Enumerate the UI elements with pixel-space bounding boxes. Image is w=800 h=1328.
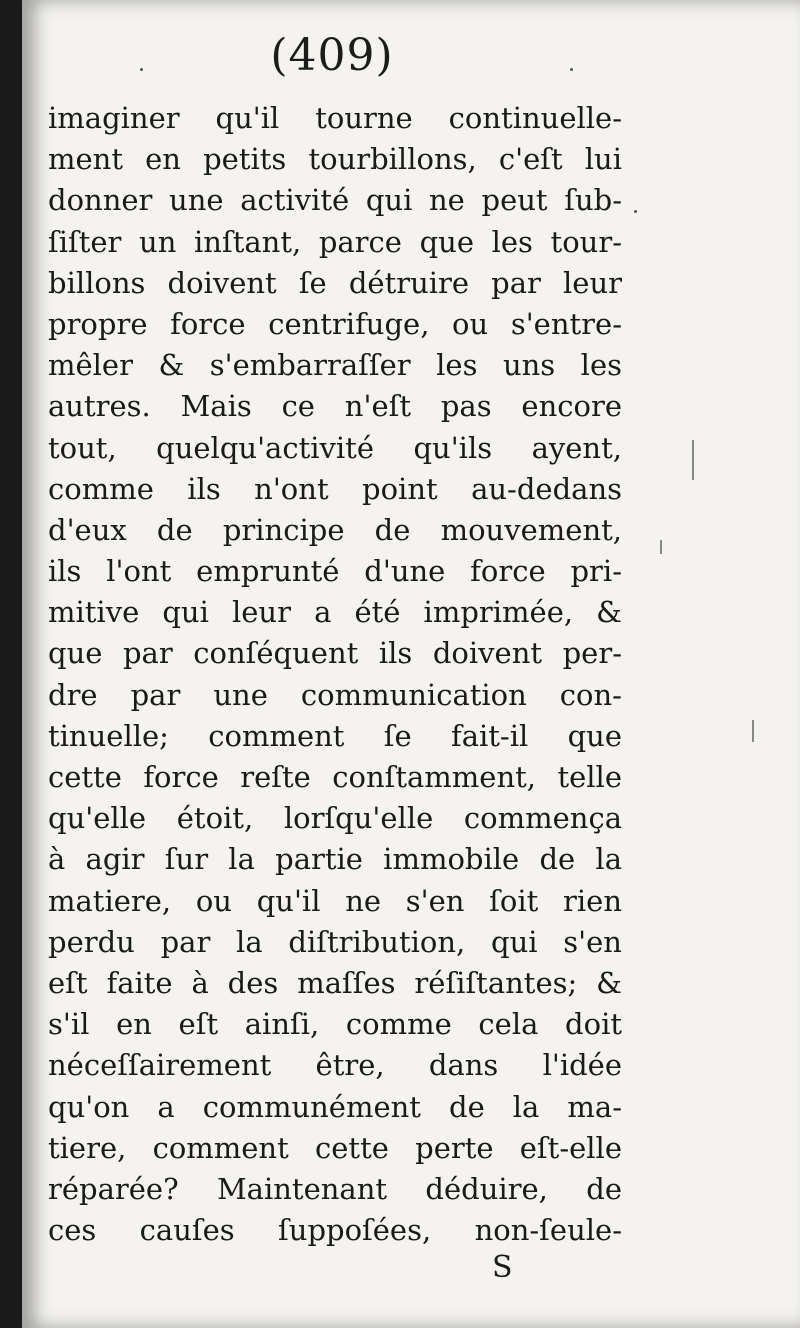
text-line: propre force centrifuge, ou s'entre- [48, 306, 622, 341]
text-line: matiere, ou qu'il ne s'en ſoit rien [48, 883, 622, 918]
text-line: dre par une communication con- [48, 677, 622, 712]
text-line: comme ils n'ont point au-dedans [48, 471, 622, 506]
text-line: qu'on a communément de la ma- [48, 1089, 622, 1124]
text-line: donner une activité qui ne peut ſub- [48, 183, 622, 218]
text-line: tiere, comment cette perte eſt-elle [48, 1130, 622, 1165]
show-through-mark [752, 720, 754, 742]
body-text [48, 98, 622, 1251]
paper-speck [570, 68, 573, 71]
text-line: cette force reſte conſtamment, telle [48, 760, 622, 794]
paper-speck [140, 68, 143, 71]
book-page [22, 0, 800, 1328]
show-through-mark [660, 540, 662, 554]
signature-mark: S [492, 1250, 513, 1285]
text-line: néceſſairement être, dans l'idée [48, 1048, 622, 1083]
text-line: ils l'ont emprunté d'une force pri- [48, 554, 622, 589]
text-line: s'il en eſt ainſi, comme cela doit [48, 1007, 622, 1042]
paper-speck [634, 210, 637, 213]
text-line: tout, quelqu'activité qu'ils ayent, [48, 430, 622, 465]
text-line: tinuelle; comment ſe fait-il que [48, 718, 622, 753]
page-number: (409) [270, 30, 394, 81]
text-line: billons doivent ſe détruire par leur [48, 265, 622, 300]
text-line: imaginer qu'il tourne continuelle- [48, 101, 622, 135]
text-line: qu'elle étoit, lorſqu'elle commença [48, 801, 622, 836]
text-line: mêler & s'embarraſſer les uns les [48, 348, 622, 383]
text-line: ſiſter un inſtant, parce que les tour- [48, 224, 622, 259]
text-line: que par conſéquent ils doivent per- [48, 636, 622, 671]
text-line: d'eux de principe de mouvement, [48, 512, 622, 547]
text-line: perdu par la diſtribution, qui s'en [48, 924, 622, 959]
text-line: eſt faite à des maſſes réſiſtantes; & [48, 965, 622, 1000]
show-through-mark [692, 440, 694, 480]
text-line: mitive qui leur a été imprimée, & [48, 595, 622, 630]
text-line: réparée? Maintenant déduire, de [48, 1171, 622, 1206]
text-line: ment en petits tourbillons, c'eſt lui [48, 142, 622, 177]
text-line: ces cauſes ſuppoſées, non-ſeule- [48, 1213, 622, 1248]
text-line: autres. Mais ce n'eſt pas encore [48, 389, 622, 424]
text-line: à agir ſur la partie immobile de la [48, 842, 622, 877]
